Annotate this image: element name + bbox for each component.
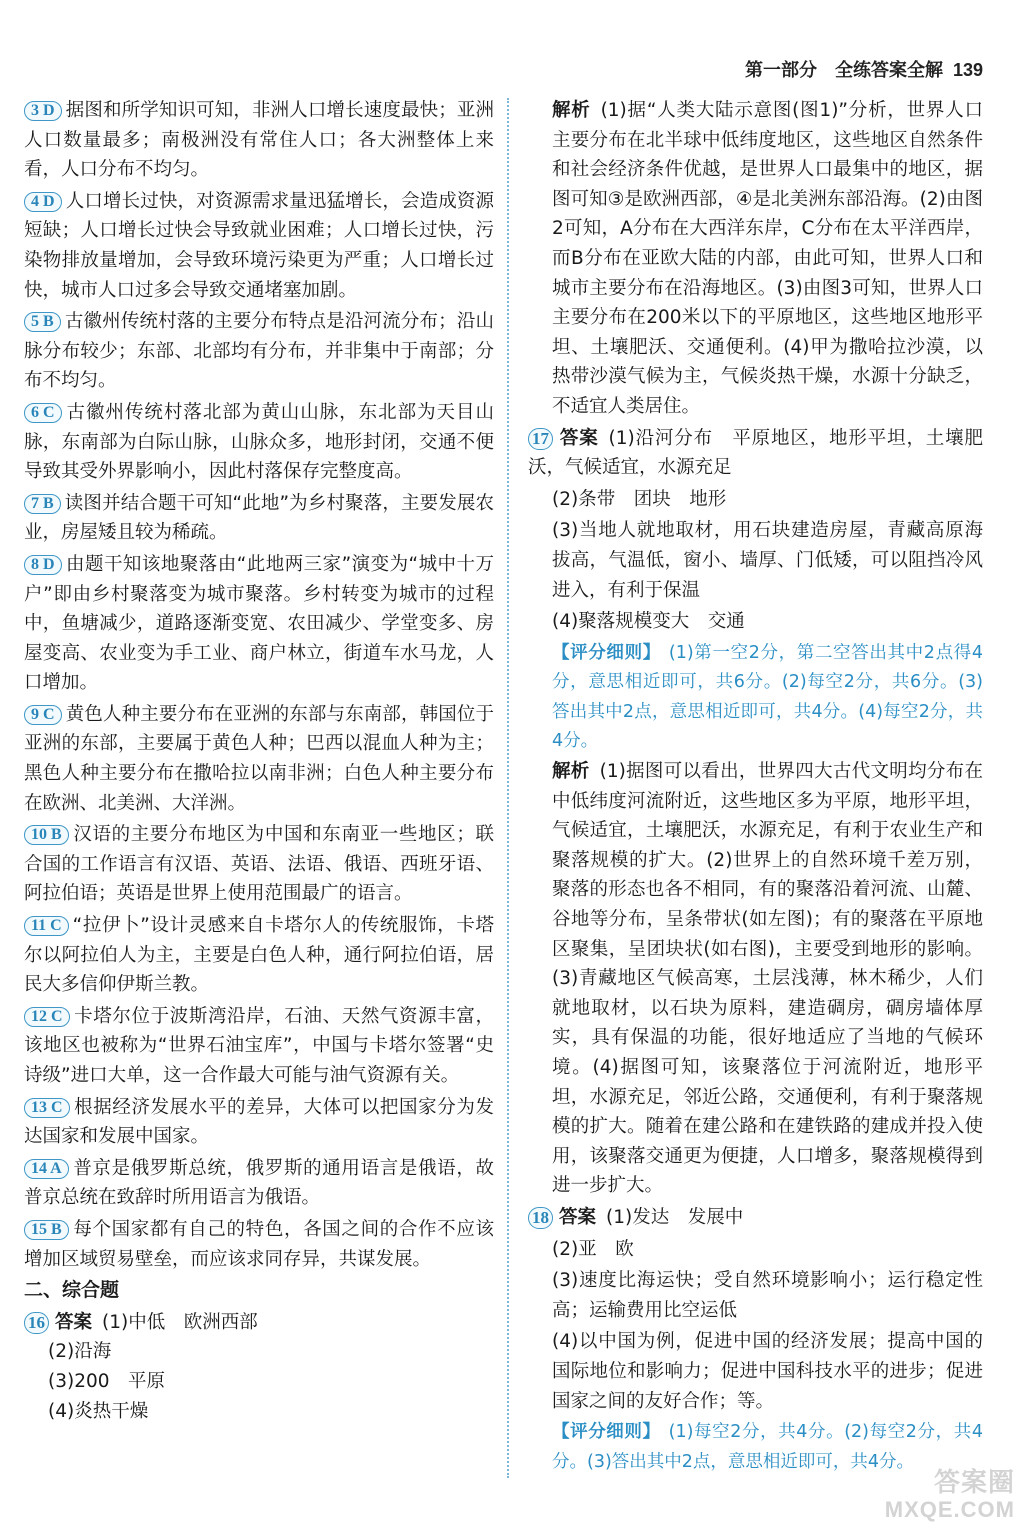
answer-text: 据图和所学知识可知，非洲人口增长速度最快；亚洲人口数量最多；南极洲没有常住人口；各大洲整体上来看，人口分布不均匀。 — [24, 100, 494, 181]
answer-text: 由题干知该地聚落由“此地两三家”演变为“城中十万户”即由乡村聚落变为城市聚落。乡村转变为城市的过程中，鱼塘减少，道路逐渐变宽、农田减少、学堂变多、房屋变高、农业变为手工业、商户林立，街道车水马龙，人口增加。 — [24, 553, 494, 694]
answer-label: 答案 — [55, 1311, 93, 1333]
answer-line: (2)沿海 — [48, 1341, 112, 1363]
answer-text: 古徽州传统村落的主要分布特点是沿河流分布；沿山脉分布较少；东部、北部均有分布，并非集中于南部；分布不均匀。 — [24, 311, 494, 392]
column-divider — [507, 98, 509, 1478]
answer-line: (3)速度比海运快；受自然环境影响小；运行稳定性高；运输费用比空运低 — [552, 1270, 983, 1321]
left-column — [24, 96, 494, 1426]
analysis-text: (1)据“人类大陆示意图(图1)”分析，世界人口主要分布在北半球中低纬度地区，这些地区自然条件和社会经济条件优越，是世界人口最集中的地区，据图可知③是欧洲西部，④是北美洲东部沿海。(2)由图2可知，A分布在大西洋东岸，C分布在太平洋西岸，而B分布在亚欧大陆的内部，由此可知，世界人口和城市主要分布在沿海地区。(3)由图3可知，世界人口主要分布在200米以下的平原地区，这些地区地形平坦、土壤肥沃、交通便利。(4)甲为撒哈拉沙漠，以热带沙漠气候为主，气候炎热干燥，水源十分缺乏，不适宜人类居住。 — [552, 100, 983, 417]
answer-text: 人口增长过快，对资源需求量迅猛增长，会造成资源短缺；人口增长过快会导致就业困难；人口增长过快，污染物排放量增加，会导致环境污染更为严重；人口增长过快，城市人口过多会导致交通堵塞加剧。 — [24, 190, 494, 301]
analysis — [528, 757, 983, 1201]
rubric-text: (1)每空2分，共4分。(2)每空2分，共4分。(3)答出其中2点，意思相近即可，共4分。 — [552, 1422, 983, 1472]
answer-line: (1)中低 欧洲西部 — [102, 1311, 258, 1333]
header-title: 第一部分 全练答案全解 — [744, 60, 943, 81]
answer-item — [24, 911, 494, 1000]
answer-item — [24, 398, 494, 487]
page-header — [745, 56, 983, 82]
question-17 — [528, 424, 983, 1201]
answer-badge: 7 B — [24, 494, 61, 514]
question-number: 16 — [24, 1312, 49, 1334]
answer-badge: 15 B — [24, 1220, 69, 1240]
answer-text: 汉语的主要分布地区为中国和东南亚一些地区；联合国的工作语言有汉语、英语、法语、俄语、西班牙语、阿拉伯语；英语是世界上使用范围最广的语言。 — [24, 824, 494, 905]
answer-label: 答案 — [559, 427, 599, 449]
answer-line: (4)炎热干燥 — [48, 1400, 149, 1422]
answer-badge: 6 C — [24, 403, 62, 423]
answer-item — [24, 700, 494, 818]
answer-text: 卡塔尔位于波斯湾沿岸，石油、天然气资源丰富，该地区也被称为“世界石油宝库”，中国与卡塔尔签署“史诗级”进口大单，这一合作最大可能与油气资源有关。 — [24, 1005, 494, 1086]
watermark-logo-text: 答案圈 — [933, 1468, 1015, 1498]
answer-line: (2)条带 团块 地形 — [552, 488, 727, 510]
answer-text: 读图并结合题干可知“此地”为乡村聚落，主要发展农业，房屋矮且较为稀疏。 — [24, 492, 494, 544]
answer-item — [24, 187, 494, 305]
right-column — [528, 96, 983, 1477]
watermark-url: MXQE.COM — [884, 1497, 1015, 1522]
page-number: 139 — [952, 60, 983, 80]
question-number: 17 — [528, 428, 553, 450]
answer-text: 古徽州传统村落北部为黄山山脉，东北部为天目山脉，东南部为白际山脉，山脉众多，地形封闭，交通不便导致其受外界影响小，因此村落保存完整度高。 — [24, 401, 494, 483]
answer-badge: 9 C — [24, 705, 62, 725]
answer-item — [24, 1154, 494, 1213]
answer-line: (1)发达 发展中 — [606, 1206, 744, 1228]
answer-badge: 4 D — [24, 192, 62, 212]
rubric-text: (1)第一空2分，第二空答出其中2点得4分，意思相近即可，共6分。(2)每空2分，共6分。(3)答出其中2点，意思相近即可，共4分。(4)每空2分，共4分。 — [552, 642, 984, 752]
answer-label: 答案 — [559, 1206, 597, 1228]
scoring-rubric — [528, 639, 983, 757]
answer-badge: 5 B — [24, 312, 61, 332]
analysis-text: (1)据图可以看出，世界四大古代文明均分布在中低纬度河流附近，这些地区多为平原，地形平坦，气候适宜，土壤肥沃，水源充足，有利于农业生产和聚落规模的扩大。(2)世界上的自然环境千差万别，聚落的形态也各不相同，有的聚落沿着河流、山麓、谷地等分布，呈条带状(如左图)；有的聚落在平原地区聚集，呈团块状(如右图)，主要受到地形的影响。(3)青藏地区气候高寒，土层浅薄，林木稀少，人们就地取材，以石块为原料，建造碉房，碉房墙体厚实，具有保温的功能，很好地适应了当地的气候环境。(4)据图可知，该聚落位于河流附近，地形平坦，水源充足，邻近公路，交通便利，有利于聚落规模的扩大。随着在建公路和在建铁路的建成并投入使用，该聚落交通更为便捷，人口增多，聚落规模得到进一步扩大。 — [552, 761, 983, 1197]
question-number: 18 — [528, 1207, 553, 1229]
answer-badge: 13 C — [24, 1098, 70, 1118]
answer-text: 黄色人种主要分布在亚洲的东部与东南部，韩国位于亚洲的东部，主要属于黄色人种；巴西以混血人种为主；黑色人种主要分布在撒哈拉以南非洲；白色人种主要分布在欧洲、北美洲、大洋洲。 — [24, 703, 494, 814]
answer-line: (3)当地人就地取材，用石块建造房屋，青藏高原海拔高，气温低，窗小、墙厚、门低矮，可以阻挡冷风进入，有利于保温 — [552, 520, 983, 601]
answer-text: 普京是俄罗斯总统，俄罗斯的通用语言是俄语，故普京总统在致辞时所用语言为俄语。 — [24, 1157, 494, 1209]
analysis-label: 解析 — [552, 100, 591, 121]
answer-item — [24, 307, 494, 396]
answer-line: (1)沿河分布 平原地区，地形平坦，土壤肥沃，气候适宜，水源充足 — [528, 427, 983, 479]
answer-badge: 11 C — [24, 916, 69, 936]
answer-badge: 12 C — [24, 1007, 70, 1027]
analysis-label: 解析 — [552, 761, 590, 783]
answer-line: (3)200 平原 — [48, 1370, 166, 1392]
answer-text: “拉伊卜”设计灵感来自卡塔尔人的传统服饰，卡塔尔以阿拉伯人为主，主要是白色人种，通行阿拉伯语，居民大多信仰伊斯兰教。 — [24, 915, 494, 996]
rubric-label: 【评分细则】 — [552, 642, 661, 663]
answer-item — [24, 1215, 494, 1274]
answer-badge: 3 D — [24, 101, 62, 121]
answer-line: (4)聚落规模变大 交通 — [552, 611, 745, 633]
question-16-analysis — [528, 96, 983, 422]
answer-item — [24, 550, 494, 698]
answer-badge: 14 A — [24, 1159, 69, 1179]
answer-line: (4)以中国为例，促进中国的经济发展；提高中国的国际地位和影响力；促进中国科技水平的进步；促进国家之间的友好合作；等。 — [552, 1331, 983, 1412]
question-18 — [528, 1203, 983, 1477]
answer-item — [24, 820, 494, 909]
site-watermark — [845, 1468, 1015, 1524]
answer-item — [24, 96, 494, 185]
answer-item — [24, 1002, 494, 1091]
question-16-answer — [24, 1308, 494, 1426]
answer-badge: 8 D — [24, 555, 62, 575]
answer-line: (2)亚 欧 — [552, 1238, 634, 1260]
answer-badge: 10 B — [24, 825, 69, 845]
answer-item — [24, 1093, 494, 1152]
answer-item — [24, 489, 494, 548]
answer-text: 每个国家都有自己的特色，各国之间的合作不应该增加区域贸易壁垒，而应该求同存异，共谋发展。 — [24, 1218, 494, 1270]
answer-text: 根据经济发展水平的差异，大体可以把国家分为发达国家和发展中国家。 — [24, 1096, 494, 1148]
rubric-label: 【评分细则】 — [552, 1422, 661, 1443]
section-title: 二、综合题 — [24, 1279, 120, 1302]
